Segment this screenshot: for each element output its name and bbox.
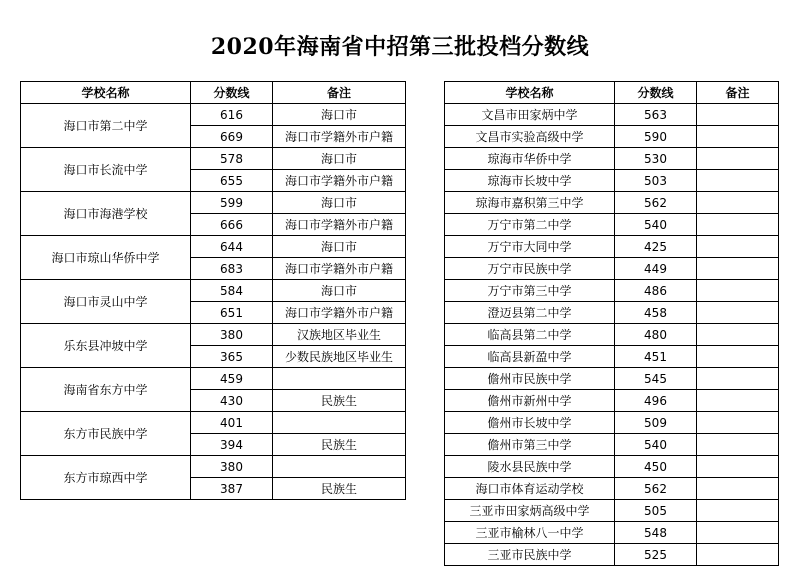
table-row [445, 214, 779, 236]
school-name-cell: 三亚市田家炳高级中学 [445, 500, 615, 522]
table-row [445, 170, 779, 192]
score-cell: 365 [191, 346, 273, 368]
note-cell [273, 368, 406, 390]
note-cell [697, 280, 779, 302]
score-cell: 425 [615, 236, 697, 258]
table-row [21, 148, 406, 170]
note-cell [697, 324, 779, 346]
note-cell: 海口市学籍外市户籍 [273, 258, 406, 280]
school-name-cell: 琼海市长坡中学 [445, 170, 615, 192]
school-name-cell: 海南省东方中学 [21, 368, 191, 412]
note-cell [697, 192, 779, 214]
table-row [21, 104, 406, 126]
school-name-cell: 万宁市大同中学 [445, 236, 615, 258]
score-cell: 486 [615, 280, 697, 302]
note-cell: 海口市学籍外市户籍 [273, 126, 406, 148]
table-row [445, 390, 779, 412]
table-row [21, 192, 406, 214]
table-row [21, 236, 406, 258]
school-name-cell: 儋州市第三中学 [445, 434, 615, 456]
school-name-cell: 万宁市第二中学 [445, 214, 615, 236]
note-cell [697, 434, 779, 456]
note-cell: 民族生 [273, 434, 406, 456]
school-name-cell: 万宁市民族中学 [445, 258, 615, 280]
note-cell [697, 522, 779, 544]
score-cell: 562 [615, 478, 697, 500]
table-row [445, 236, 779, 258]
school-name-cell: 海口市灵山中学 [21, 280, 191, 324]
note-cell [697, 148, 779, 170]
note-cell [273, 412, 406, 434]
school-name-cell: 三亚市榆林八一中学 [445, 522, 615, 544]
note-cell: 海口市 [273, 192, 406, 214]
score-cell: 666 [191, 214, 273, 236]
school-name-cell: 儋州市新州中学 [445, 390, 615, 412]
note-cell: 汉族地区毕业生 [273, 324, 406, 346]
table-row [445, 368, 779, 390]
note-cell [697, 104, 779, 126]
school-name-cell: 海口市琼山华侨中学 [21, 236, 191, 280]
note-cell [697, 258, 779, 280]
school-name-cell: 琼海市嘉积第三中学 [445, 192, 615, 214]
score-cell: 480 [615, 324, 697, 346]
school-name-cell: 海口市体育运动学校 [445, 478, 615, 500]
table-row [445, 302, 779, 324]
score-cell: 430 [191, 390, 273, 412]
score-cell: 578 [191, 148, 273, 170]
score-cell: 394 [191, 434, 273, 456]
note-cell [697, 544, 779, 566]
score-cell: 401 [191, 412, 273, 434]
table-row [445, 456, 779, 478]
table-row [21, 280, 406, 302]
score-cell: 459 [191, 368, 273, 390]
note-cell [697, 170, 779, 192]
score-cell: 616 [191, 104, 273, 126]
note-cell: 海口市 [273, 104, 406, 126]
note-cell [697, 126, 779, 148]
table-row [445, 478, 779, 500]
note-cell: 民族生 [273, 478, 406, 500]
header-score: 分数线 [191, 82, 273, 104]
note-cell [697, 368, 779, 390]
page-title: 2020年海南省中招第三批投档分数线 [210, 34, 590, 60]
note-cell [697, 236, 779, 258]
note-cell: 海口市学籍外市户籍 [273, 170, 406, 192]
school-name-cell: 海口市第二中学 [21, 104, 191, 148]
score-cell: 449 [615, 258, 697, 280]
table-row [445, 258, 779, 280]
school-name-cell: 东方市琼西中学 [21, 456, 191, 500]
table-row [445, 544, 779, 566]
table-row [21, 456, 406, 478]
header-school: 学校名称 [21, 82, 191, 104]
score-cell: 451 [615, 346, 697, 368]
table-row [21, 368, 406, 390]
note-cell [697, 478, 779, 500]
school-name-cell: 海口市海港学校 [21, 192, 191, 236]
score-cell: 669 [191, 126, 273, 148]
score-cell: 380 [191, 324, 273, 346]
score-cell: 530 [615, 148, 697, 170]
note-cell: 海口市 [273, 148, 406, 170]
note-cell [697, 456, 779, 478]
table-row [445, 500, 779, 522]
table-row [445, 192, 779, 214]
note-cell: 海口市学籍外市户籍 [273, 302, 406, 324]
score-cell: 563 [615, 104, 697, 126]
score-cell: 548 [615, 522, 697, 544]
table-row [445, 280, 779, 302]
score-cell: 545 [615, 368, 697, 390]
school-name-cell: 文昌市田家炳中学 [445, 104, 615, 126]
table-row [445, 148, 779, 170]
score-cell: 590 [615, 126, 697, 148]
school-name-cell: 儋州市长坡中学 [445, 412, 615, 434]
score-cell: 387 [191, 478, 273, 500]
note-cell: 海口市 [273, 236, 406, 258]
left-score-table [20, 81, 406, 500]
score-cell: 683 [191, 258, 273, 280]
score-cell: 505 [615, 500, 697, 522]
table-row [445, 522, 779, 544]
note-cell [697, 500, 779, 522]
table-row [445, 104, 779, 126]
school-name-cell: 陵水县民族中学 [445, 456, 615, 478]
table-row [445, 434, 779, 456]
school-name-cell: 临高县新盈中学 [445, 346, 615, 368]
note-cell [697, 214, 779, 236]
header-note: 备注 [697, 82, 779, 104]
school-name-cell: 琼海市华侨中学 [445, 148, 615, 170]
score-cell: 380 [191, 456, 273, 478]
header-score: 分数线 [615, 82, 697, 104]
note-cell [697, 302, 779, 324]
school-name-cell: 临高县第二中学 [445, 324, 615, 346]
table-row [21, 412, 406, 434]
table-row [445, 412, 779, 434]
score-cell: 450 [615, 456, 697, 478]
score-cell: 496 [615, 390, 697, 412]
table-row [21, 324, 406, 346]
note-cell [273, 456, 406, 478]
score-cell: 562 [615, 192, 697, 214]
score-cell: 525 [615, 544, 697, 566]
school-name-cell: 文昌市实验高级中学 [445, 126, 615, 148]
score-cell: 655 [191, 170, 273, 192]
school-name-cell: 乐东县冲坡中学 [21, 324, 191, 368]
score-cell: 599 [191, 192, 273, 214]
note-cell: 民族生 [273, 390, 406, 412]
note-cell: 海口市学籍外市户籍 [273, 214, 406, 236]
header-school: 学校名称 [445, 82, 615, 104]
score-cell: 509 [615, 412, 697, 434]
table-row [445, 324, 779, 346]
school-name-cell: 三亚市民族中学 [445, 544, 615, 566]
note-cell: 少数民族地区毕业生 [273, 346, 406, 368]
table-header-row [21, 82, 406, 104]
header-note: 备注 [273, 82, 406, 104]
note-cell [697, 346, 779, 368]
note-cell: 海口市 [273, 280, 406, 302]
school-name-cell: 东方市民族中学 [21, 412, 191, 456]
table-row [445, 346, 779, 368]
note-cell [697, 390, 779, 412]
school-name-cell: 澄迈县第二中学 [445, 302, 615, 324]
school-name-cell: 海口市长流中学 [21, 148, 191, 192]
school-name-cell: 儋州市民族中学 [445, 368, 615, 390]
right-score-table [444, 81, 779, 566]
table-row [445, 126, 779, 148]
score-cell: 584 [191, 280, 273, 302]
score-cell: 540 [615, 214, 697, 236]
score-cell: 458 [615, 302, 697, 324]
school-name-cell: 万宁市第三中学 [445, 280, 615, 302]
note-cell [697, 412, 779, 434]
score-cell: 644 [191, 236, 273, 258]
score-cell: 503 [615, 170, 697, 192]
score-cell: 651 [191, 302, 273, 324]
table-header-row [445, 82, 779, 104]
score-cell: 540 [615, 434, 697, 456]
